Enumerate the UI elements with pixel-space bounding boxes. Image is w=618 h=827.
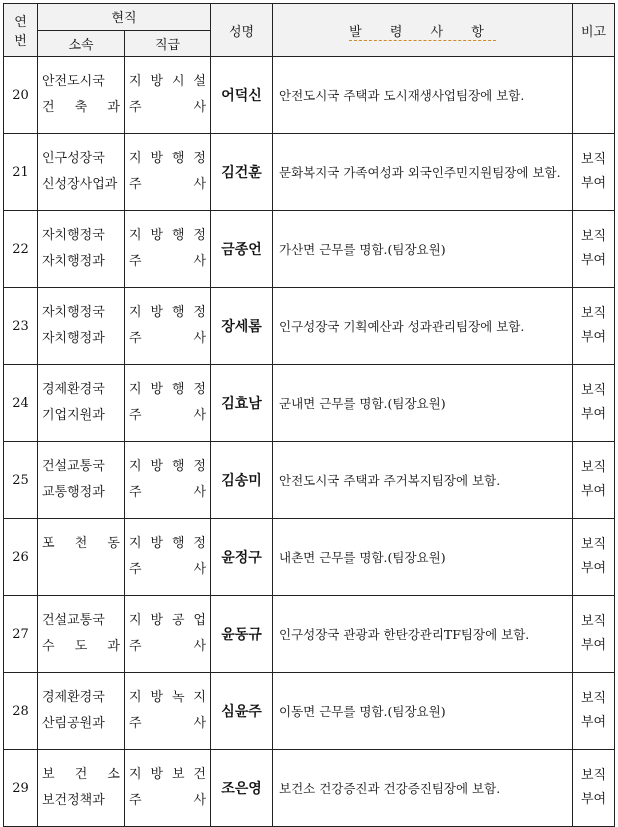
header-name: 성명 — [211, 4, 273, 57]
department-line2: 자치행정과 — [42, 331, 105, 346]
department-line1: 경제환경국 — [42, 690, 105, 705]
person-name: 어덕신 — [211, 57, 273, 134]
department-cell — [38, 288, 125, 365]
person-name: 조은영 — [211, 750, 273, 827]
department-line1: 경제환경국 — [42, 382, 105, 397]
appointment-detail: 내촌면 근무를 명함.(팀장요원) — [273, 519, 573, 596]
note-line: 보직 — [580, 614, 607, 629]
rank-line1: 지 방 보 건 — [129, 767, 206, 782]
rank-line1: 지 방 행 정 — [129, 151, 206, 166]
note-line: 보직 — [580, 537, 607, 552]
row-number: 27 — [4, 596, 38, 673]
department-line1: 보 건 소 — [42, 767, 120, 782]
department-cell — [38, 596, 125, 673]
person-name: 윤동규 — [211, 596, 273, 673]
note-line: 부여 — [580, 176, 607, 191]
rank-line2: 주 사 — [129, 177, 206, 192]
rank-cell — [125, 288, 211, 365]
table-row — [4, 57, 615, 134]
rank-line2: 주 사 — [129, 716, 206, 731]
note-line: 부여 — [580, 484, 607, 499]
appointment-detail: 가산면 근무를 명함.(팀장요원) — [273, 211, 573, 288]
rank-line2: 주 사 — [129, 562, 206, 577]
appointment-detail: 문화복지국 가족여성과 외국인주민지원팀장에 보함. — [273, 134, 573, 211]
department-line1: 자치행정국 — [42, 305, 105, 320]
department-line2: 수 도 과 — [42, 639, 120, 654]
table-row — [4, 519, 615, 596]
appointment-detail: 이동면 근무를 명함.(팀장요원) — [273, 673, 573, 750]
table-row — [4, 750, 615, 827]
header-action-label: 발 령 사 항 — [349, 24, 496, 40]
table-row — [4, 134, 615, 211]
department-cell — [38, 750, 125, 827]
note-line: 보직 — [580, 383, 607, 398]
note-cell — [573, 365, 615, 442]
note-cell — [573, 442, 615, 519]
department-line1: 자치행정국 — [42, 228, 105, 243]
department-line2: 산림공원과 — [42, 716, 105, 731]
department-cell — [38, 442, 125, 519]
rank-line2: 주 사 — [129, 254, 206, 269]
rank-line1: 지 방 행 정 — [129, 305, 206, 320]
row-number: 21 — [4, 134, 38, 211]
rank-line1: 지 방 녹 지 — [129, 690, 206, 705]
rank-cell — [125, 134, 211, 211]
department-cell — [38, 134, 125, 211]
rank-line1: 지 방 행 정 — [129, 228, 206, 243]
department-line1: 포 천 동 — [42, 536, 120, 551]
note-cell — [573, 288, 615, 365]
note-line: 부여 — [580, 792, 607, 807]
appointment-detail: 보건소 건강증진과 건강증진팀장에 보함. — [273, 750, 573, 827]
person-name: 김건훈 — [211, 134, 273, 211]
header-no-line1: 연 — [14, 15, 27, 30]
table-row — [4, 211, 615, 288]
header-action — [273, 4, 573, 57]
rank-line1: 지 방 시 설 — [129, 74, 206, 89]
department-cell — [38, 57, 125, 134]
rank-cell — [125, 57, 211, 134]
row-number: 22 — [4, 211, 38, 288]
rank-line2: 주 사 — [129, 485, 206, 500]
rank-cell — [125, 211, 211, 288]
department-line1: 안전도시국 — [42, 74, 105, 89]
rank-line2: 주 사 — [129, 331, 206, 346]
note-line: 보직 — [580, 152, 607, 167]
appointment-detail: 안전도시국 주택과 도시재생사업팀장에 보함. — [273, 57, 573, 134]
header-no-line2: 번 — [14, 34, 27, 49]
header-no — [4, 4, 38, 57]
rank-line2: 주 사 — [129, 100, 206, 115]
table-row — [4, 365, 615, 442]
note-cell — [573, 211, 615, 288]
row-number: 29 — [4, 750, 38, 827]
rank-line1: 지 방 공 업 — [129, 613, 206, 628]
row-number: 25 — [4, 442, 38, 519]
person-name: 김효남 — [211, 365, 273, 442]
rank-line2: 주 사 — [129, 639, 206, 654]
row-number: 20 — [4, 57, 38, 134]
row-number: 26 — [4, 519, 38, 596]
department-cell — [38, 519, 125, 596]
person-name: 장세롬 — [211, 288, 273, 365]
rank-cell — [125, 365, 211, 442]
note-cell — [573, 596, 615, 673]
rank-line1: 지 방 행 정 — [129, 382, 206, 397]
table-row — [4, 442, 615, 519]
department-cell — [38, 211, 125, 288]
table-row — [4, 673, 615, 750]
table-row — [4, 596, 615, 673]
department-line1: 인구성장국 — [42, 151, 105, 166]
department-line2: 기업지원과 — [42, 408, 105, 423]
person-name: 금종언 — [211, 211, 273, 288]
person-name: 윤정구 — [211, 519, 273, 596]
note-line: 보직 — [580, 229, 607, 244]
note-line: 부여 — [580, 638, 607, 653]
personnel-table — [3, 3, 615, 827]
rank-cell — [125, 596, 211, 673]
row-number: 23 — [4, 288, 38, 365]
department-cell — [38, 673, 125, 750]
appointment-detail: 인구성장국 기획예산과 성과관리팀장에 보함. — [273, 288, 573, 365]
department-line1: 건설교통국 — [42, 613, 105, 628]
note-line: 보직 — [580, 691, 607, 706]
note-line: 부여 — [580, 407, 607, 422]
rank-cell — [125, 519, 211, 596]
note-cell — [573, 134, 615, 211]
note-line: 보직 — [580, 306, 607, 321]
note-line: 부여 — [580, 253, 607, 268]
note-cell — [573, 673, 615, 750]
header-rank: 직급 — [125, 30, 211, 57]
rank-cell — [125, 673, 211, 750]
department-line2: 교통행정과 — [42, 485, 105, 500]
rank-cell — [125, 442, 211, 519]
department-line2: 보건정책과 — [42, 793, 105, 808]
appointment-detail: 안전도시국 주택과 주거복지팀장에 보함. — [273, 442, 573, 519]
appointment-detail: 인구성장국 관광과 한탄강관리TF팀장에 보함. — [273, 596, 573, 673]
note-line: 부여 — [580, 330, 607, 345]
note-line: 보직 — [580, 768, 607, 783]
rank-line2: 주 사 — [129, 793, 206, 808]
department-line1: 건설교통국 — [42, 459, 105, 474]
table-row — [4, 288, 615, 365]
row-number: 24 — [4, 365, 38, 442]
rank-line2: 주 사 — [129, 408, 206, 423]
note-cell — [573, 750, 615, 827]
rank-line1: 지 방 행 정 — [129, 459, 206, 474]
department-line2: 자치행정과 — [42, 254, 105, 269]
note-line: 부여 — [580, 715, 607, 730]
header-department: 소속 — [38, 30, 125, 57]
rank-cell — [125, 750, 211, 827]
header-current-position: 현직 — [38, 4, 211, 31]
department-line2 — [42, 557, 120, 583]
note-line: 보직 — [580, 460, 607, 475]
header-note: 비고 — [573, 4, 615, 57]
department-line2: 건 축 과 — [42, 100, 120, 115]
appointment-detail: 군내면 근무를 명함.(팀장요원) — [273, 365, 573, 442]
note-cell — [573, 57, 615, 134]
note-line: 부여 — [580, 561, 607, 576]
note-cell — [573, 519, 615, 596]
person-name: 심윤주 — [211, 673, 273, 750]
rank-line1: 지 방 행 정 — [129, 536, 206, 551]
person-name: 김송미 — [211, 442, 273, 519]
row-number: 28 — [4, 673, 38, 750]
department-line2: 신성장사업과 — [42, 177, 118, 192]
department-cell — [38, 365, 125, 442]
